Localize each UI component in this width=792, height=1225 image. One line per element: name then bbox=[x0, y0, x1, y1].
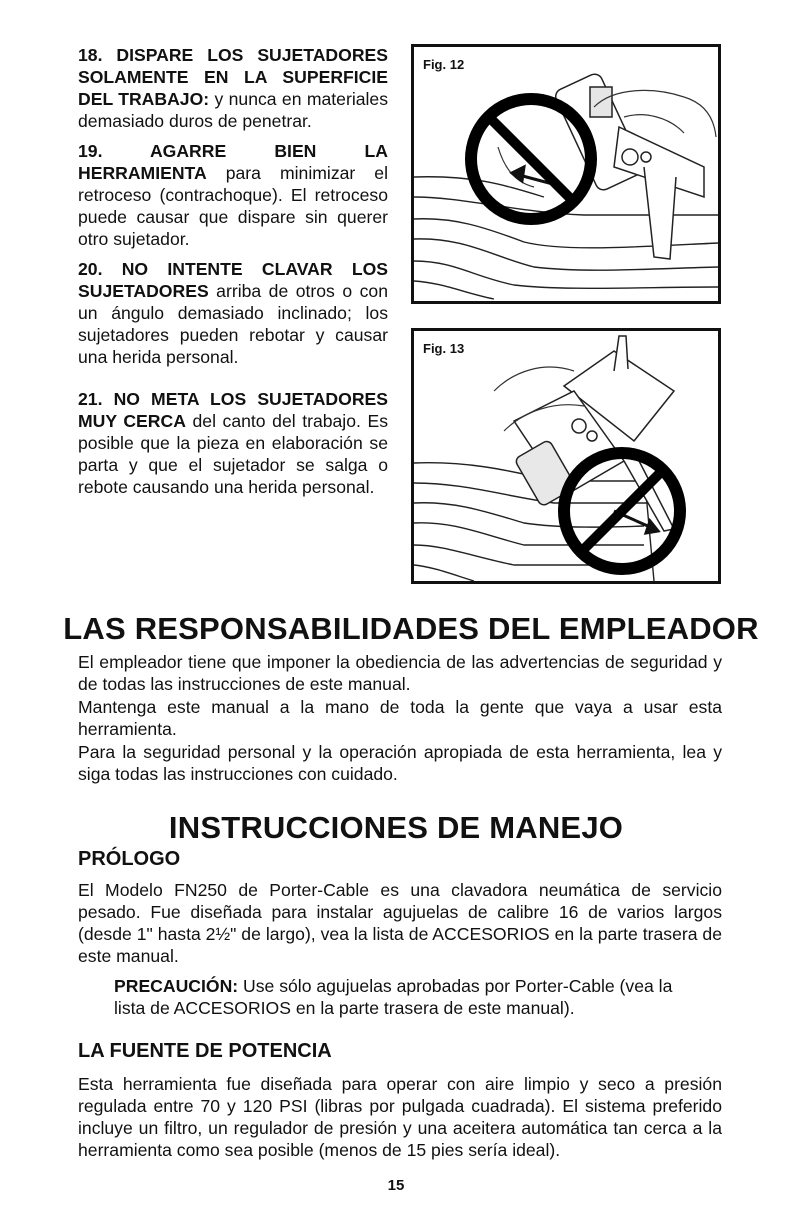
safety-items bbox=[78, 44, 388, 506]
figure-13 bbox=[411, 328, 721, 584]
item-19-heading: 19. AGARRE BIEN LA HERRAMIENTA bbox=[78, 141, 388, 183]
item-19-text: para minimizar el retroceso (contrachoque). El retroceso puede causar que dispare sin querer otro sujetador. bbox=[78, 163, 388, 249]
caution-note bbox=[114, 975, 674, 1019]
page-number: 15 bbox=[387, 1177, 405, 1194]
safety-item-19 bbox=[78, 140, 388, 250]
figure-12-label: Fig. 12 bbox=[423, 57, 465, 72]
safety-item-20 bbox=[78, 258, 388, 368]
prologue-text: El Modelo FN250 de Porter-Cable es una clavadora neumática de servicio pesado. Fue diseñada para instalar agujuelas de calibre 16 de varios largos (desde 1" hasta 2½" de largo), vea la lista de ACCESORIOS en la parte trasera de este manual. bbox=[78, 880, 722, 966]
employer-responsibilities-heading: LAS RESPONSABILIDADES DEL EMPLEADOR bbox=[63, 611, 759, 646]
nailer-near-edge-illustration bbox=[414, 331, 718, 581]
power-source-text: Esta herramienta fue diseñada para operar con aire limpio y seco a presión regulada entre 70 y 120 PSI (libras por pulgada cuadrada). El sistema preferido incluye un filtro, un regulador de presión y una aceitera automática tan cerca a la herramienta como sea posible (menos de 15 pies sería ideal). bbox=[78, 1074, 722, 1160]
caution-label: PRECAUCIÓN: bbox=[114, 976, 239, 996]
caution-text: Use sólo agujuelas aprobadas por Porter-Cable (vea la lista de ACCESORIOS en la parte trasera de este manual). bbox=[114, 976, 673, 1018]
item-20-text: arriba de otros o con un ángulo demasiado inclinado; los sujetadores pueden rebotar y causar una herida personal. bbox=[78, 281, 388, 367]
operating-instructions-heading: INSTRUCCIONES DE MANEJO bbox=[168, 810, 624, 845]
employer-paragraph-3: Para la seguridad personal y la operación apropiada de esta herramienta, lea y siga todas las instrucciones con cuidado. bbox=[78, 742, 722, 784]
power-source-heading: LA FUENTE DE POTENCIA bbox=[78, 1040, 332, 1062]
item-18-text: y nunca en materiales demasiado duros de penetrar. bbox=[78, 89, 388, 131]
safety-item-18 bbox=[78, 44, 388, 132]
prologue-heading: PRÓLOGO bbox=[78, 848, 181, 870]
item-21-text: del canto del trabajo. Es posible que la pieza en elaboración se parta y que el sujetador se salga o rebote causando una herida personal. bbox=[78, 411, 388, 497]
item-20-heading: 20. NO INTENTE CLAVAR LOS SUJETADORES bbox=[78, 259, 388, 301]
item-21-heading: 21. NO META LOS SUJETADORES MUY CERCA bbox=[78, 389, 388, 431]
employer-paragraph-1: El empleador tiene que imponer la obediencia de las advertencias de seguridad y de todas las instrucciones de este manual. bbox=[78, 652, 722, 694]
figure-13-label: Fig. 13 bbox=[423, 341, 465, 356]
figure-12 bbox=[411, 44, 721, 304]
employer-paragraph-2: Mantenga este manual a la mano de toda la gente que vaya a usar esta herramienta. bbox=[78, 697, 722, 739]
safety-item-21 bbox=[78, 388, 388, 498]
nailer-on-wood-illustration bbox=[414, 47, 718, 301]
item-18-heading: 18. DISPARE LOS SUJETADORES SOLAMENTE EN LA SUPERFICIE DEL TRABAJO: bbox=[78, 45, 388, 109]
